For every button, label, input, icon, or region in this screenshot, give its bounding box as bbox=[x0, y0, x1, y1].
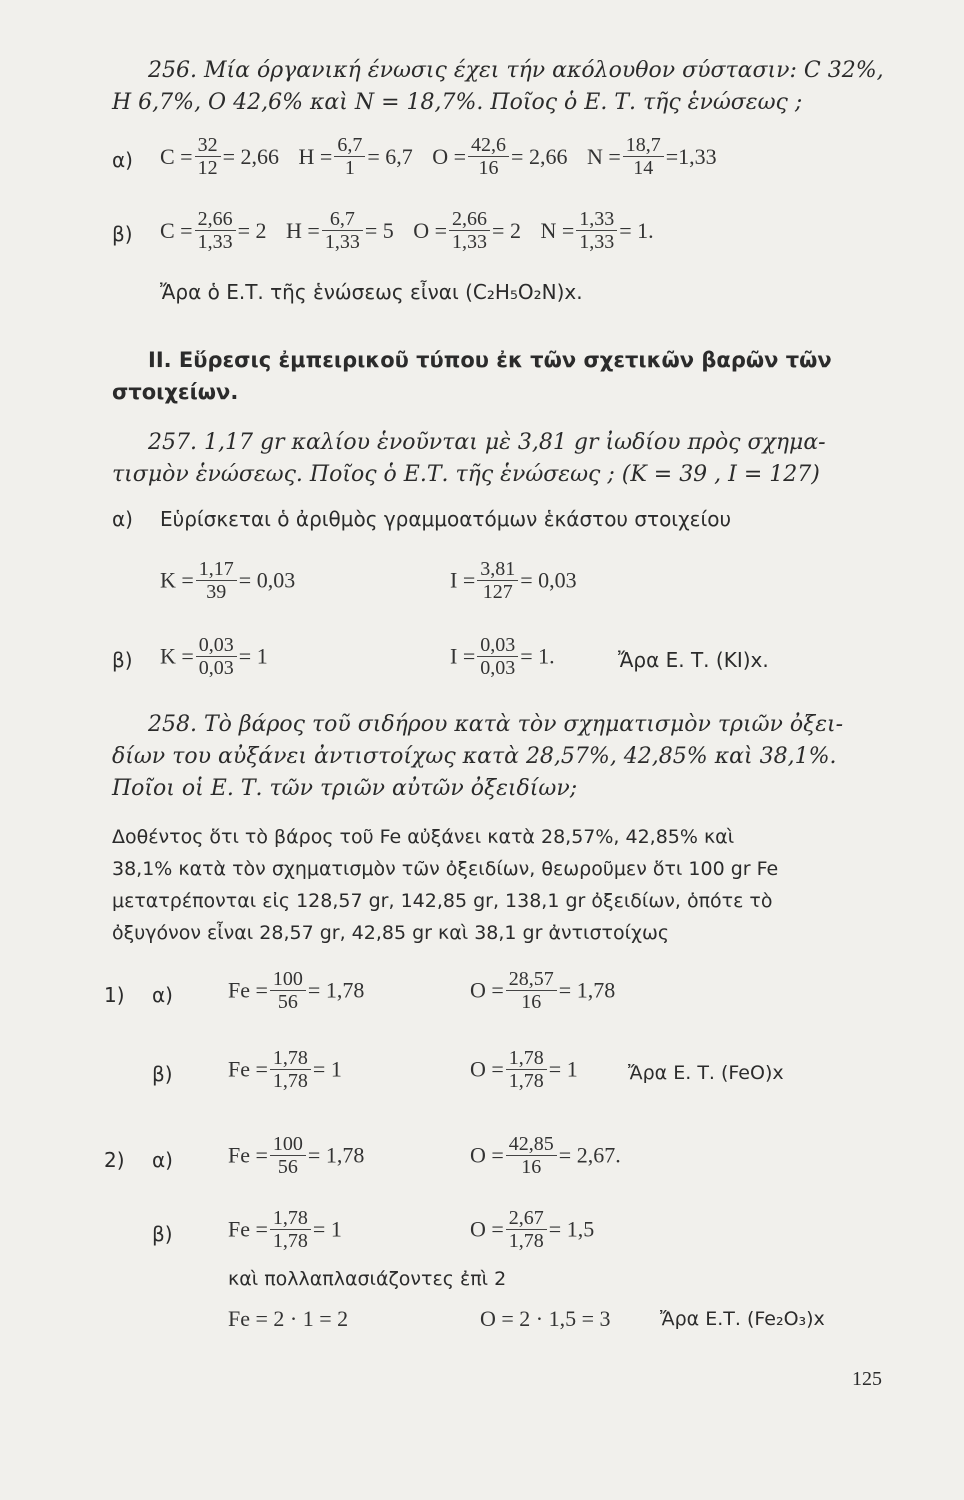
problem-258-question-line2: δίων του αὐξάνει ἀντιστοίχως κατὰ 28,57%, 42,85% καὶ 38,1%. bbox=[112, 744, 837, 769]
problem-256-step-a-equations bbox=[160, 136, 717, 181]
case-1-fe-moles: Fe = $\frac{100}{56}$ = 1,78 bbox=[228, 968, 365, 1013]
problem-257-k-ratio: K = $\frac{0,03}{0,03}$ = 1 bbox=[160, 634, 268, 679]
equation: H = $\frac{6,7}{1}$ = 6,7 bbox=[298, 134, 413, 179]
case-1-step-a-label: α) bbox=[152, 983, 173, 1007]
problem-257-i-ratio: I = $\frac{0,03}{0,03}$ = 1. bbox=[450, 634, 555, 679]
problem-256-question-line2: H 6,7%, O 42,6% καὶ N = 18,7%. Ποῖος ὁ Ε. Τ. τῆς ἑνώσεως ; bbox=[112, 90, 803, 115]
case-2-fe-moles: Fe = $\frac{100}{56}$ = 1,78 bbox=[228, 1133, 365, 1178]
equation: H = $\frac{6,7}{1,33}$ = 5 bbox=[286, 208, 394, 253]
problem-256-result: Ἄρα ὁ Ε.Τ. τῆς ἑνώσεως εἶναι (C₂H₅O₂N)x. bbox=[160, 280, 583, 304]
case-1-o-ratio: O = $\frac{1,78}{1,78}$ = 1 bbox=[470, 1047, 578, 1092]
problem-258-question-line3: Ποῖοι οἱ Ε. Τ. τῶν τριῶν αὐτῶν ὀξειδίων; bbox=[112, 776, 578, 801]
problem-256-step-b-equations bbox=[160, 210, 654, 255]
equation: C = $\frac{32}{12}$ = 2,66 bbox=[160, 134, 280, 179]
case-1-step-b-label: β) bbox=[152, 1062, 173, 1086]
problem-258-text-line2: 38,1% κατὰ τὸν σχηματισμὸν τῶν ὀξειδίων, θεωροῦμεν ὅτι 100 gr Fe bbox=[112, 858, 779, 880]
problem-257-i-moles: I = $\frac{3,81}{127}$ = 0,03 bbox=[450, 558, 577, 603]
problem-258-question-line1: 258. Τὸ βάρος τοῦ σιδήρου κατὰ τὸν σχηματισμὸν τριῶν ὀξει- bbox=[148, 712, 844, 737]
case-2-fe-ratio: Fe = $\frac{1,78}{1,78}$ = 1 bbox=[228, 1207, 342, 1252]
section-heading-line1: ΙΙ. Εὕρεσις ἐμπειρικοῦ τύπου ἐκ τῶν σχετικῶν βαρῶν τῶν bbox=[148, 348, 832, 372]
case-2-fe-final: Fe = 2 · 1 = 2 bbox=[228, 1306, 349, 1331]
problem-258-text-line3: μετατρέπονται εἰς 128,57 gr, 142,85 gr, 138,1 gr ὀξειδίων, ὁπότε τὸ bbox=[112, 890, 773, 912]
problem-257-step-a-text: Εὑρίσκεται ὁ ἀριθμὸς γραμμοατόμων ἑκάστου στοιχείου bbox=[160, 507, 732, 531]
problem-257-question-line2: τισμὸν ἑνώσεως. Ποῖος ὁ Ε.Τ. τῆς ἑνώσεως ; (Κ = 39 , Ι = 127) bbox=[112, 462, 820, 487]
equation: N = $\frac{18,7}{14}$ =1,33 bbox=[586, 134, 717, 179]
case-1-result: Ἄρα Ε. Τ. (FeO)x bbox=[628, 1062, 784, 1084]
case-2-multiply-note: καὶ πολλαπλασιάζοντες ἐπὶ 2 bbox=[228, 1268, 507, 1290]
section-heading-line2: στοιχείων. bbox=[112, 380, 239, 404]
equation: N = $\frac{1,33}{1,33}$ = 1. bbox=[540, 208, 654, 253]
problem-257-step-b-label: β) bbox=[112, 648, 133, 672]
case-2-step-b-label: β) bbox=[152, 1222, 173, 1246]
case-1-fe-ratio: Fe = $\frac{1,78}{1,78}$ = 1 bbox=[228, 1047, 342, 1092]
problem-257-question-line1: 257. 1,17 gr καλίου ἑνοῦνται μὲ 3,81 gr ἰωδίου πρὸς σχημα- bbox=[148, 430, 826, 455]
case-2-result: Ἄρα Ε.Τ. (Fe₂O₃)x bbox=[660, 1308, 825, 1330]
problem-256-question-line1: 256. Μία όργανική ένωσις έχει τήν ακόλουθον σύστασιν: C 32%, bbox=[148, 58, 884, 83]
problem-258-text-line1: Δοθέντος ὅτι τὸ βάρος τοῦ Fe αὐξάνει κατὰ 28,57%, 42,85% καὶ bbox=[112, 826, 735, 848]
problem-256-step-b-label: β) bbox=[112, 222, 133, 246]
case-2-label: 2) bbox=[104, 1148, 125, 1172]
case-1-o-moles: O = $\frac{28,57}{16}$ = 1,78 bbox=[470, 968, 616, 1013]
problem-257-step-a-label: α) bbox=[112, 507, 133, 531]
case-2-o-final: O = 2 · 1,5 = 3 bbox=[480, 1306, 611, 1331]
page-number: 125 bbox=[852, 1368, 882, 1390]
problem-258-text-line4: ὀξυγόνον εἶναι 28,57 gr, 42,85 gr καὶ 38,1 gr ἀντιστοίχως bbox=[112, 922, 670, 944]
equation: O = $\frac{2,66}{1,33}$ = 2 bbox=[413, 208, 521, 253]
case-2-o-moles: O = $\frac{42,85}{16}$ = 2,67. bbox=[470, 1133, 621, 1178]
case-2-step-a-label: α) bbox=[152, 1148, 173, 1172]
case-2-o-ratio: O = $\frac{2,67}{1,78}$ = 1,5 bbox=[470, 1207, 595, 1252]
case-1-label: 1) bbox=[104, 983, 125, 1007]
problem-257-k-moles: K = $\frac{1,17}{39}$ = 0,03 bbox=[160, 558, 296, 603]
problem-257-result: Ἄρα Ε. Τ. (KI)x. bbox=[618, 648, 769, 672]
equation: C = $\frac{2,66}{1,33}$ = 2 bbox=[160, 208, 267, 253]
equation: O = $\frac{42,6}{16}$ = 2,66 bbox=[432, 134, 568, 179]
problem-256-step-a-label: α) bbox=[112, 148, 133, 172]
